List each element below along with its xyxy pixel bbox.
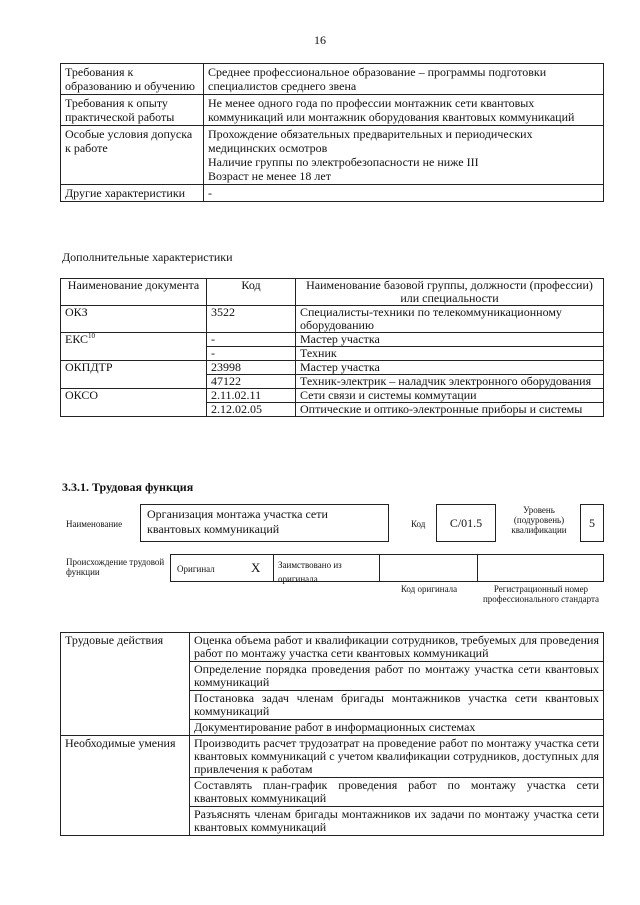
characteristics-table (60, 278, 604, 417)
requirement-line: Прохождение обязательных предварительных и периодических медицинских осмотров (208, 127, 533, 155)
function-code-value: C/01.5 (436, 504, 496, 542)
table-row (61, 736, 604, 778)
borrowed-label: Заимствовано из оригинала (278, 560, 342, 584)
name-cell: Техник (296, 347, 604, 361)
table-row (61, 126, 604, 185)
code-cell: - (207, 333, 296, 347)
name-cell: Техник-электрик – наладчик электронного оборудования (296, 375, 604, 389)
name-cell: Мастер участка (296, 361, 604, 375)
doc-cell: ОКПДТР (61, 361, 207, 389)
requirement-value: Не менее одного года по профессии монтажник сети квантовых коммуникаций или монтажник оборудования квантовых коммуникаций (204, 95, 604, 126)
action-item: Определение порядка проведения работ по монтажу участка сети квантовых коммуникаций (190, 662, 604, 691)
table-row (61, 361, 604, 375)
level-label: Уровень (подуровень) квалификации (511, 505, 567, 535)
table-row (61, 185, 604, 202)
work-actions-table (60, 632, 604, 836)
requirement-value: - (204, 185, 604, 202)
origin-code-cell (379, 554, 478, 582)
original-cell (170, 554, 274, 582)
name-cell: Мастер участка (296, 333, 604, 347)
name-cell: Сети связи и системы коммутации (296, 389, 604, 403)
code-cell: 23998 (207, 361, 296, 375)
code-cell: 2.12.02.05 (207, 403, 296, 417)
code-label: Код (411, 519, 426, 529)
action-item: Постановка задач членам бригады монтажников участка сети квантовых коммуникаций (190, 691, 604, 720)
skill-item: Разъяснять членам бригады монтажников их задачи по монтажу участка сети квантовых коммуникаций (190, 807, 604, 836)
column-header-code: Код (207, 279, 296, 306)
skill-item: Составлять план-график проведения работ по монтажу участка сети квантовых коммуникаций (190, 778, 604, 807)
additional-characteristics-title: Дополнительные характеристики (62, 250, 233, 264)
requirement-label: Другие характеристики (61, 185, 204, 202)
table-row (61, 389, 604, 403)
doc-cell: ОКЗ (61, 306, 207, 333)
code-cell: - (207, 347, 296, 361)
table-row (61, 95, 604, 126)
footnote-ref: 10 (88, 332, 96, 340)
table-row (61, 64, 604, 95)
page-number: 16 (314, 33, 326, 47)
table-header-row (61, 279, 604, 306)
name-label: Наименование (66, 519, 123, 529)
code-cell: 47122 (207, 375, 296, 389)
level-value: 5 (580, 504, 604, 542)
requirement-value (204, 126, 604, 185)
column-header-name: Наименование базовой группы, должности (профессии) или специальности (296, 279, 604, 306)
section-heading: 3.3.1. Трудовая функция (62, 480, 194, 494)
doc-cell: ОКСО (61, 389, 207, 417)
original-mark: X (251, 560, 261, 575)
reg-number-caption: Регистрационный номер профессионального стандарта (482, 584, 600, 604)
requirement-label: Требования к образованию и обучению (61, 64, 204, 95)
column-header-document: Наименование документа (61, 279, 207, 306)
actions-label: Трудовые действия (61, 633, 190, 736)
doc-cell-text: ЕКС (65, 332, 89, 346)
borrowed-cell (273, 554, 380, 582)
requirement-value: Среднее профессиональное образование – программы подготовки специалистов среднего звена (204, 64, 604, 95)
origin-code-caption: Код оригинала (400, 584, 458, 594)
reg-number-cell (477, 554, 604, 582)
requirement-line: Наличие группы по электробезопасности не ниже III (208, 155, 479, 169)
requirement-label: Требования к опыту практической работы (61, 95, 204, 126)
table-row (61, 333, 604, 347)
original-label: Оригинал (177, 564, 215, 574)
table-row (61, 633, 604, 662)
skills-label: Необходимые умения (61, 736, 190, 836)
action-item: Оценка объема работ и квалификации сотрудников, требуемых для проведения работ по монтажу участка сети квантовых коммуникаций (190, 633, 604, 662)
requirements-table (60, 63, 604, 202)
function-name-value: Организация монтажа участка сети квантовых коммуникаций (140, 504, 389, 542)
name-cell: Оптические и оптико-электронные приборы и системы (296, 403, 604, 417)
code-cell: 3522 (207, 306, 296, 333)
requirement-label: Особые условия допуска к работе (61, 126, 204, 185)
requirement-line: Возраст не менее 18 лет (208, 169, 331, 183)
name-cell: Специалисты-техники по телекоммуникационному оборудованию (296, 306, 604, 333)
doc-cell (61, 333, 207, 361)
skill-item: Производить расчет трудозатрат на проведение работ по монтажу участка сети квантовых коммуникаций с учетом квалификации сотрудников, доступных для привлечения к работам (190, 736, 604, 778)
action-item: Документирование работ в информационных системах (190, 720, 604, 736)
origin-label: Происхождение трудовой функции (66, 557, 165, 577)
table-row (61, 306, 604, 333)
code-cell: 2.11.02.11 (207, 389, 296, 403)
